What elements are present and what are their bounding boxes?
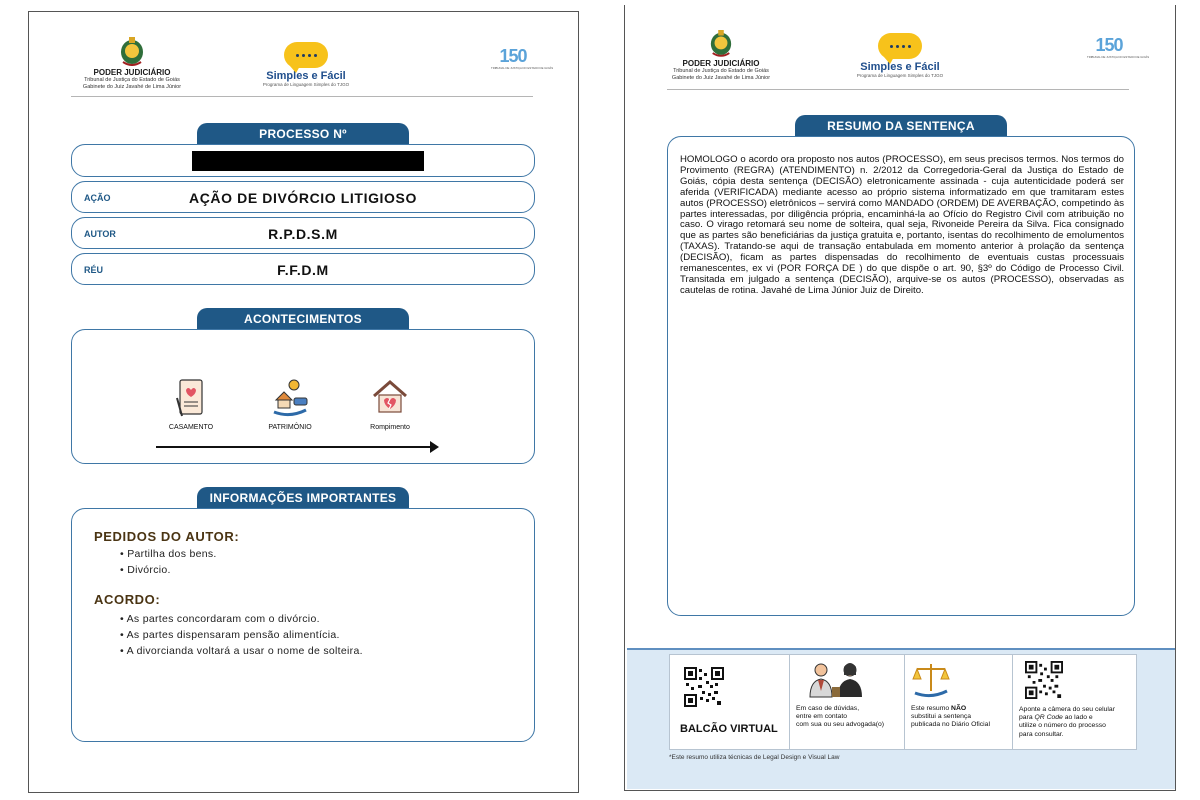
field-reu-value: F.F.D.M <box>277 262 329 278</box>
anniversary-subtitle: TRIBUNAL DE JUSTIÇA DO ESTADO DE GOIÁS <box>491 66 554 70</box>
court-crest-icon <box>709 27 733 57</box>
speech-bubble-icon <box>284 42 328 68</box>
court-line-1: Tribunal de Justiça do Estado de Goiás <box>84 77 180 84</box>
resumo-disclaimer-card <box>905 655 1013 749</box>
qr-text-em: QR Code <box>1034 714 1063 722</box>
anniversary-subtitle: TRIBUNAL DE JUSTIÇA DO ESTADO DE GOIÁS <box>1087 55 1150 59</box>
court-name: PODER JUDICIÁRIO <box>682 59 760 68</box>
qr-instruction-line <box>1019 714 1132 722</box>
court-line-2: Gabinete do Juiz Javahé de Lima Júnior <box>82 83 182 90</box>
processo-tab-label: PROCESSO Nº <box>259 127 347 141</box>
simples-facil-logo <box>251 42 361 87</box>
anniversary-number: 150 <box>499 46 527 66</box>
court-block <box>667 27 775 81</box>
event-rompimento <box>362 378 418 431</box>
field-acao-label: AÇÃO <box>84 193 111 203</box>
field-autor <box>71 217 535 249</box>
balcao-virtual-card <box>670 655 790 749</box>
footer-cards <box>669 654 1137 750</box>
resumo-disclaimer-line: publicada no Diário Oficial <box>911 721 990 729</box>
pedidos-heading: PEDIDOS DO AUTOR: <box>94 529 240 544</box>
resumo-disclaimer-line-1 <box>911 705 1006 713</box>
field-autor-value: R.P.D.S.M <box>268 226 338 242</box>
field-acao-value: AÇÃO DE DIVÓRCIO LITIGIOSO <box>189 190 417 206</box>
lawyers-icon <box>804 661 874 699</box>
acontecimentos-tab-label: ACONTECIMENTOS <box>244 312 362 326</box>
informacoes-tab-label: INFORMAÇÕES IMPORTANTES <box>209 491 397 505</box>
header-divider <box>667 89 1129 90</box>
balcao-virtual-label: BALCÃO VIRTUAL <box>680 723 778 735</box>
resumo-tab-label: RESUMO DA SENTENÇA <box>827 119 975 133</box>
resumo-pre: Este resumo <box>911 705 952 712</box>
event-rompimento-label: Rompimento <box>370 424 410 431</box>
resumo-bold: NÃO <box>951 705 967 712</box>
court-line-2: Gabinete do Juiz Javahé de Lima Júnior <box>671 74 771 81</box>
qr-consult-card <box>1013 655 1138 749</box>
program-title: Simples e Fácil <box>860 61 940 73</box>
marriage-document-icon <box>174 378 208 418</box>
program-title: Simples e Fácil <box>266 70 346 82</box>
acontecimentos-tab <box>197 308 409 330</box>
acordo-item: • As partes concordaram com o divórcio. <box>120 611 363 627</box>
qr-instruction-line: utilize o número do processo <box>1019 722 1106 730</box>
summary-page-1 <box>28 11 579 793</box>
scales-of-justice-icon <box>911 661 951 699</box>
acordo-heading: ACORDO: <box>94 592 161 607</box>
timeline-arrow-line <box>156 446 432 448</box>
simples-facil-logo <box>845 33 955 78</box>
acordo-item: • As partes dispensaram pensão alimentícia. <box>120 627 363 643</box>
redacted-process-number <box>192 151 424 171</box>
event-casamento <box>164 378 218 431</box>
footer-panel <box>627 648 1175 789</box>
event-patrimonio <box>260 378 320 431</box>
pedidos-list <box>120 546 217 578</box>
timeline-arrow-head-icon <box>430 441 439 453</box>
qr-text-pre: para <box>1019 714 1035 722</box>
qr-code-icon <box>684 667 724 707</box>
field-reu-label: RÉU <box>84 265 104 275</box>
processo-tab <box>197 123 409 145</box>
pedido-item: • Partilha dos bens. <box>120 546 217 562</box>
informacoes-tab <box>197 487 409 509</box>
acordo-list <box>120 611 363 659</box>
duvidas-line: entre em contato <box>796 713 848 721</box>
property-assets-icon <box>270 378 310 418</box>
header-divider <box>71 96 533 97</box>
legal-design-note: *Este resumo utiliza técnicas de Legal Design e Visual Law <box>669 754 840 761</box>
event-patrimonio-label: PATRIMÔNIO <box>268 424 312 431</box>
program-subtitle: Programa de Linguagem Simples do TJGO <box>262 82 350 87</box>
qr-text-post: ao lado e <box>1062 714 1093 722</box>
program-subtitle: Programa de Linguagem Simples do TJGO <box>856 73 944 78</box>
duvidas-card <box>790 655 905 749</box>
field-autor-label: AUTOR <box>84 229 116 239</box>
acordo-item: • A divorcianda voltará a usar o nome de solteira. <box>120 643 363 659</box>
anniversary-logo <box>491 46 554 72</box>
duvidas-line: com sua ou seu advogada(o) <box>796 721 885 729</box>
qr-instruction-line: Aponte a câmera do seu celular <box>1019 706 1115 713</box>
field-acao <box>71 181 535 213</box>
summary-page-2 <box>624 5 1176 791</box>
event-casamento-label: CASAMENTO <box>168 424 214 431</box>
summary-text: HOMOLOGO o acordo ora proposto nos autos (PROCESSO), em seus precisos termos. Nos termos do Provimento (REGRA) (ATENDIMENTO) n. 2/2012 da Corregedoria-Geral da Justiça do Estado de Goiás, cópia desta sentença (DECISÃO) eletronicamente assinada - cuja autenticidade poderá ser aferida (VERIFICADA) mediante acesso ao próprio sistema informatizado em que tramitaram estes autos (PROCESSO) eletrônicos – servirá como MANDADO (ORDEM) DE AVERBAÇÃO, competindo às partes interessadas, por diligência própria, encaminhá-la ao Ofício do Registro Civil com atribuição no caso. O virago retomará seu nome de solteira, qual seja, Rivoneide Pereira da Silva. Fica consignado que as partes são beneficiárias da justiça gratuita e, portanto, isentas do recolhimento de emolumentos (TAXAS). Tratando-se aqui de transação entabulada em momento anterior à prolação da sentença (DECISÃO), ficam as partes dispensadas do recolhimento de eventuais custas processuais remanescentes, ex vi (POR FORÇA DE ) do que dispõe o art. 90, §3º do Código de Processo Civil. Transitada em julgado a sentença (DECISÃO), arquive-se os autos (PROCESSO), observadas as cautelas de rotina. Javahé de Lima Júnior Juiz de Direito. <box>680 154 1124 296</box>
summary-box <box>667 136 1135 616</box>
resumo-disclaimer-line: substitui a sentença <box>911 713 972 721</box>
processo-number-box <box>71 144 535 177</box>
court-name: PODER JUDICIÁRIO <box>93 68 171 77</box>
qr-instruction-line: para consultar. <box>1019 730 1064 738</box>
anniversary-logo <box>1087 35 1150 61</box>
court-line-1: Tribunal de Justiça do Estado de Goiás <box>673 68 769 75</box>
info-box <box>71 508 535 742</box>
timeline-box <box>71 329 535 464</box>
field-reu <box>71 253 535 285</box>
resumo-tab <box>795 115 1007 137</box>
anniversary-number: 150 <box>1095 35 1123 55</box>
qr-code-icon <box>1025 661 1063 699</box>
duvidas-line: Em caso de dúvidas, <box>796 705 860 712</box>
broken-heart-house-icon <box>370 378 410 418</box>
speech-bubble-icon <box>878 33 922 59</box>
pedido-item: • Divórcio. <box>120 562 217 578</box>
court-crest-icon <box>119 34 145 66</box>
court-block <box>77 34 187 90</box>
